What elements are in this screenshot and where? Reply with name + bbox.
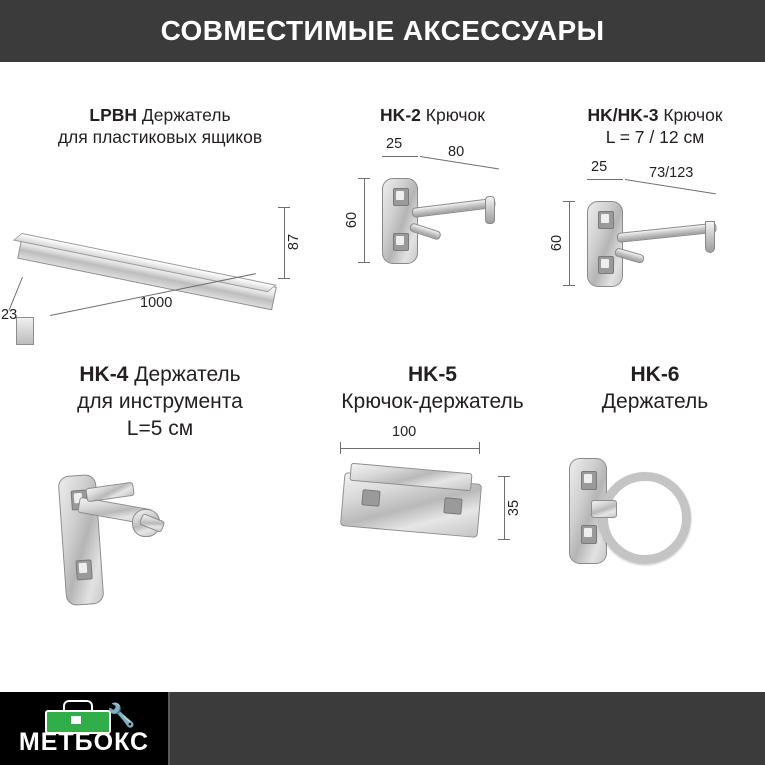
dim-label-width: 25 bbox=[591, 158, 608, 175]
product-name-line2: для инструмента bbox=[77, 389, 243, 413]
dim-tick-right bbox=[479, 442, 480, 454]
product-name-line1: Держатель bbox=[601, 389, 709, 413]
plate-slot-upper bbox=[598, 211, 614, 229]
dim-label-height: 35 bbox=[506, 499, 523, 516]
dim-line-height bbox=[569, 201, 570, 285]
hook-tip bbox=[485, 196, 495, 224]
plate-slot-upper bbox=[393, 188, 409, 206]
hook-backplate bbox=[382, 178, 418, 264]
dim-tick-top bbox=[498, 476, 510, 477]
product-illustration-lpbh bbox=[0, 149, 320, 339]
product-code: HK-4 bbox=[79, 363, 129, 386]
toolbox-icon bbox=[45, 700, 107, 730]
plate-slot-upper bbox=[581, 471, 597, 490]
wrench-icon: 🔧 bbox=[107, 701, 136, 728]
dim-label-depth: 23 bbox=[1, 306, 18, 323]
product-row-top bbox=[0, 104, 765, 364]
dim-label-height: 87 bbox=[286, 233, 303, 250]
dim-line-height bbox=[504, 476, 505, 540]
dim-tick-height-top bbox=[278, 207, 290, 208]
hook-arm bbox=[616, 222, 716, 242]
dim-line-width bbox=[340, 448, 480, 449]
product-row-bottom bbox=[0, 362, 765, 692]
product-card-hk3 bbox=[545, 104, 765, 364]
product-card-hk6 bbox=[545, 362, 765, 692]
product-name-line1: Крючок bbox=[663, 105, 723, 125]
plate-slot-inner bbox=[601, 259, 609, 268]
product-name-line1: Держатель bbox=[141, 105, 231, 125]
product-caption bbox=[320, 104, 545, 126]
product-name-line2: для пластиковых ящиков bbox=[57, 127, 263, 148]
product-card-lpbh bbox=[0, 104, 320, 364]
plate-slot-inner bbox=[601, 214, 609, 223]
product-illustration-hk5 bbox=[320, 416, 545, 616]
product-code: HK-5 bbox=[407, 363, 457, 386]
dim-label-length: 73/123 bbox=[649, 164, 694, 181]
plate-slot-inner bbox=[79, 562, 88, 573]
plate-slot-lower bbox=[75, 559, 92, 580]
dim-line-width bbox=[382, 156, 418, 157]
product-caption bbox=[0, 104, 320, 149]
hook-arm bbox=[411, 198, 496, 218]
dim-tick-top bbox=[563, 201, 575, 202]
dim-label-length: 1000 bbox=[140, 294, 173, 311]
page-footer bbox=[0, 692, 765, 765]
product-name-line2: L = 7 / 12 см bbox=[605, 127, 705, 148]
hook-tip bbox=[705, 221, 715, 253]
ring-mount bbox=[591, 500, 617, 518]
plate-slot-lower bbox=[393, 233, 409, 251]
product-caption bbox=[0, 362, 320, 443]
catalog-sheet bbox=[0, 62, 765, 692]
product-code: HK/HK-3 bbox=[587, 105, 659, 125]
dim-tick-bottom bbox=[358, 262, 370, 263]
logo-inner bbox=[9, 698, 159, 760]
product-name-line1: Крючок-держатель bbox=[341, 389, 524, 413]
dim-tick-left bbox=[340, 442, 341, 454]
product-code: HK-2 bbox=[380, 105, 421, 125]
dim-line-height bbox=[284, 207, 285, 279]
product-caption bbox=[545, 104, 765, 149]
product-caption bbox=[545, 362, 765, 416]
toolbox-latch bbox=[71, 716, 81, 724]
dim-label-height: 60 bbox=[549, 234, 566, 251]
hook-backplate bbox=[587, 201, 623, 287]
dim-line-width bbox=[587, 179, 623, 180]
plate-slot-left bbox=[361, 489, 380, 507]
product-card-hk5 bbox=[320, 362, 545, 692]
dim-label-width: 25 bbox=[386, 136, 403, 153]
product-card-hk2 bbox=[320, 104, 545, 364]
page-title: СОВМЕСТИМЫЕ АКСЕССУАРЫ bbox=[160, 15, 605, 46]
plate-slot-inner bbox=[584, 474, 592, 483]
dim-tick-bottom bbox=[563, 285, 575, 286]
dim-label-length: 80 bbox=[448, 144, 465, 161]
product-name-line1: Крючок bbox=[425, 105, 485, 125]
dim-tick-top bbox=[358, 178, 370, 179]
plate-slot-lower bbox=[581, 525, 597, 544]
product-caption bbox=[320, 362, 545, 416]
product-illustration-hk4 bbox=[0, 443, 320, 643]
holder-ring bbox=[599, 472, 691, 564]
plate-slot-inner bbox=[396, 191, 404, 200]
product-name-line3: L=5 см bbox=[126, 416, 194, 440]
brand-logo[interactable] bbox=[0, 692, 170, 765]
plate-slot-lower bbox=[598, 256, 614, 274]
dim-label-width: 100 bbox=[392, 423, 417, 440]
product-code: HK-6 bbox=[630, 363, 680, 386]
plate-slot-inner bbox=[396, 236, 404, 245]
product-illustration-hk6 bbox=[545, 416, 765, 616]
product-illustration-hk3 bbox=[545, 149, 765, 339]
dim-line-length bbox=[625, 179, 716, 194]
product-illustration-hk2 bbox=[320, 126, 545, 316]
dim-tick-height-bottom bbox=[278, 278, 290, 279]
plate-slot-inner bbox=[584, 528, 592, 537]
brand-name: МЕТБОКС bbox=[18, 727, 150, 756]
dim-label-height: 60 bbox=[344, 212, 361, 229]
product-name-line1: Держатель bbox=[134, 363, 241, 386]
page-header bbox=[0, 0, 765, 62]
rail-end-cap bbox=[16, 317, 34, 345]
product-card-hk4 bbox=[0, 362, 320, 692]
product-code: LPBH bbox=[89, 105, 138, 125]
dim-tick-bottom bbox=[498, 539, 510, 540]
dim-line-height bbox=[364, 178, 365, 262]
plate-slot-right bbox=[443, 497, 462, 515]
rail-drawing bbox=[14, 209, 314, 329]
